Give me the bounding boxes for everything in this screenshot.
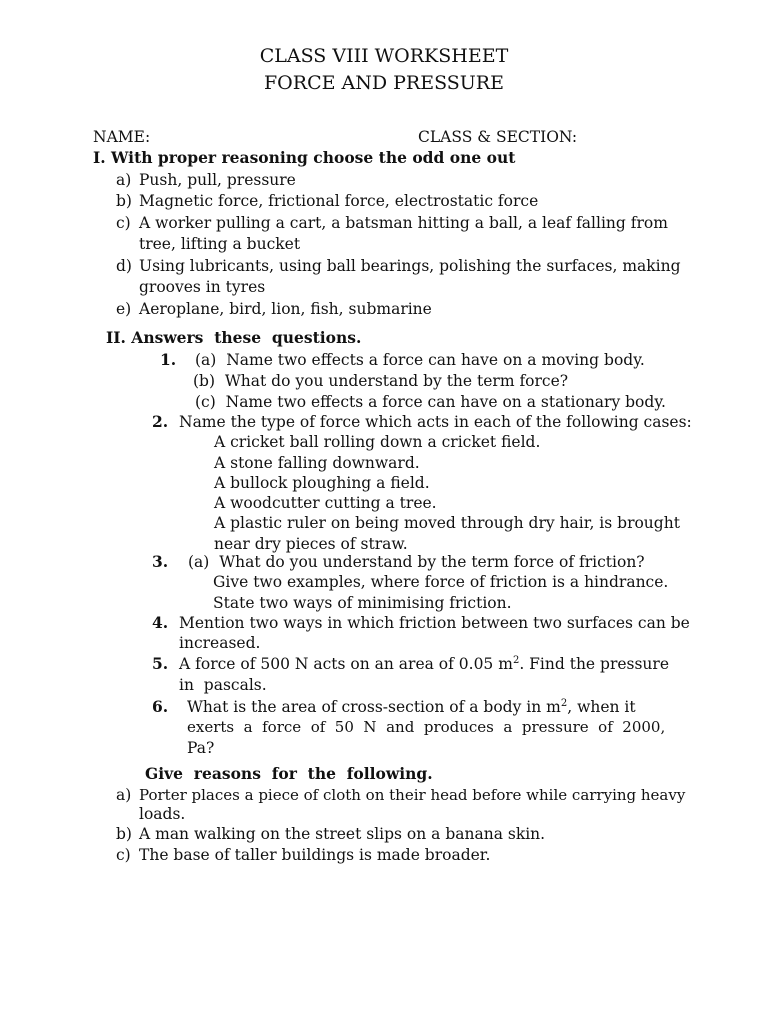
q6-superscript: 2 (560, 697, 568, 709)
q4-number: 4. (152, 613, 169, 632)
q2-number: 2. (152, 412, 169, 431)
section1-item-c-line1: A worker pulling a cart, a batsman hitting a ball, a leaf falling from (139, 214, 668, 232)
q6-line3: Pa? (187, 739, 215, 757)
q3-line2: Give two examples, where force of friction is a hindrance. (213, 573, 669, 591)
q2-case-2: A stone falling downward. (214, 454, 420, 472)
q5-line1-text: A force of 500 N acts on an area of 0.05 m (179, 655, 513, 673)
worksheet-subtitle: FORCE AND PRESSURE (264, 72, 504, 94)
q1-number: 1. (160, 350, 177, 369)
section1-item-e-marker: e) (116, 300, 132, 318)
section2-heading: II. Answers these questions. (106, 328, 362, 347)
section1-item-d-line1: Using lubricants, using ball bearings, polishing the surfaces, making (139, 257, 681, 275)
q2-case-4: A woodcutter cutting a tree. (214, 494, 437, 512)
q3-line3: State two ways of minimising friction. (213, 594, 512, 612)
q6-line1 (187, 697, 636, 717)
q6-line1-text: What is the area of cross-section of a body in m (187, 698, 561, 716)
section1-item-d-line2: grooves in tyres (139, 278, 266, 296)
section1-heading: I. With proper reasoning choose the odd one out (93, 148, 516, 167)
q4-line1: Mention two ways in which friction between two surfaces can be (179, 614, 690, 632)
section3-item-a-marker: a) (116, 786, 132, 804)
section1-item-b: Magnetic force, frictional force, electrostatic force (139, 192, 539, 210)
name-label: NAME: (93, 128, 151, 146)
q1-part-a: (a) Name two effects a force can have on a moving body. (195, 351, 645, 369)
section3-item-a-line2: loads. (139, 805, 186, 823)
section1-item-e: Aeroplane, bird, lion, fish, submarine (139, 300, 432, 318)
q6-line1-end: , when it (567, 698, 636, 716)
q4-line2: increased. (179, 634, 261, 652)
q5-line2: in pascals. (179, 676, 267, 694)
q6-line2: exerts a force of 50 N and produces a pressure of 2000, (187, 718, 666, 736)
q2-case-5-line1: A plastic ruler on being moved through dry hair, is brought (214, 514, 680, 532)
q2-text: Name the type of force which acts in each of the following cases: (179, 413, 692, 431)
section1-item-c-marker: c) (116, 214, 131, 232)
section3-heading: Give reasons for the following. (145, 764, 433, 783)
q2-case-5-line2: near dry pieces of straw. (214, 535, 408, 553)
section1-item-c-line2: tree, lifting a bucket (139, 235, 301, 253)
q5-line1-end: . Find the pressure (519, 655, 669, 673)
q5-line1 (179, 654, 669, 674)
section1-item-d-marker: d) (116, 257, 132, 275)
class-section-label: CLASS & SECTION: (418, 128, 578, 146)
section1-item-a-marker: a) (116, 171, 132, 189)
q5-number: 5. (152, 654, 169, 673)
q2-case-3: A bullock ploughing a field. (214, 474, 430, 492)
worksheet-title: CLASS VIII WORKSHEET (259, 45, 509, 67)
section3-item-a-line1: Porter places a piece of cloth on their head before while carrying heavy (139, 786, 686, 804)
section1-item-a: Push, pull, pressure (139, 171, 296, 189)
section1-item-b-marker: b) (116, 192, 132, 210)
q2-case-1: A cricket ball rolling down a cricket field. (214, 433, 541, 451)
section3-item-c-marker: c) (116, 846, 131, 864)
q1-part-b: (b) What do you understand by the term force? (193, 372, 569, 390)
q3-line1: (a) What do you understand by the term force of friction? (188, 553, 645, 571)
section3-item-b: A man walking on the street slips on a banana skin. (139, 825, 546, 843)
q6-number: 6. (152, 697, 169, 716)
section3-item-c: The base of taller buildings is made broader. (139, 846, 491, 864)
q1-part-c: (c) Name two effects a force can have on a stationary body. (195, 393, 666, 411)
q5-superscript: 2 (512, 654, 520, 666)
section3-item-b-marker: b) (116, 825, 132, 843)
q3-number: 3. (152, 552, 169, 571)
